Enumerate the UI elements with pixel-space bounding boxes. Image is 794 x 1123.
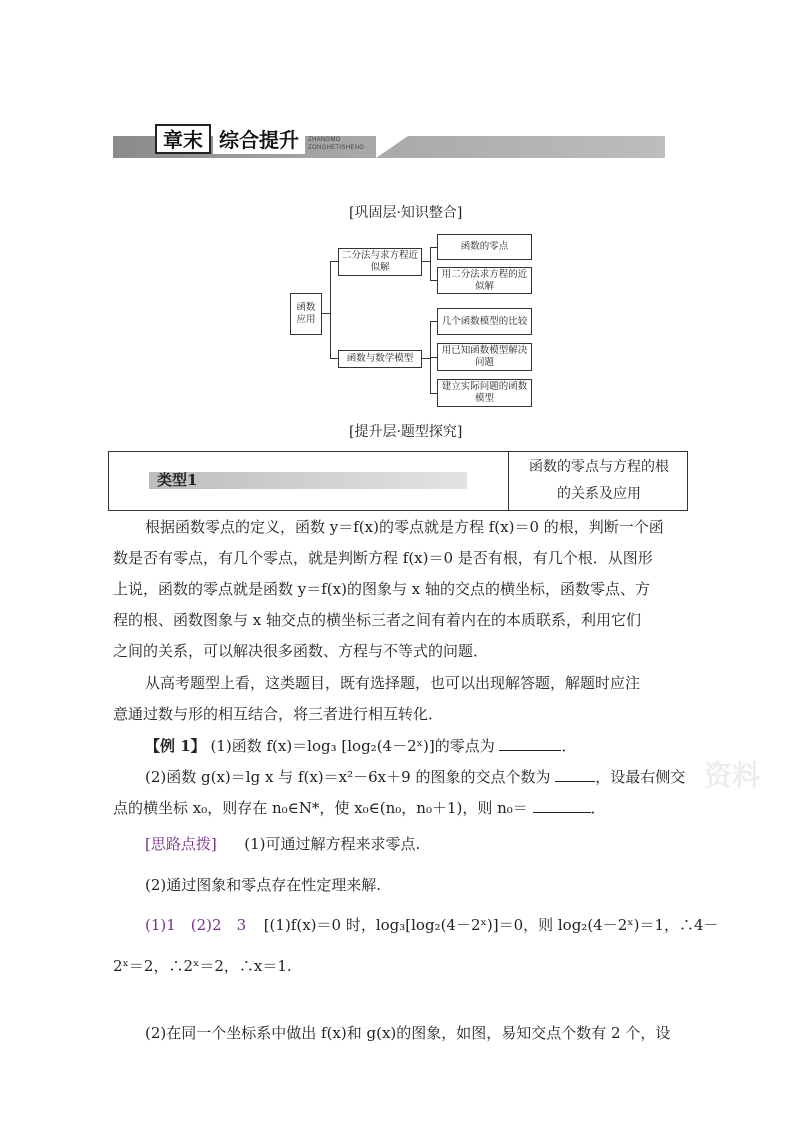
type-title xyxy=(513,454,685,508)
paragraph-1-line-3: 上说，函数的零点就是函数 y＝f(x)的图象与 x 轴的交点的横坐标，函数零点、方 xyxy=(113,580,650,598)
answer-blank xyxy=(533,798,591,813)
hint-line-1 xyxy=(145,833,420,854)
example-question-2 xyxy=(145,766,685,787)
type-header-table xyxy=(108,451,688,511)
answer-line-2: 2ˣ＝2，∴2ˣ＝2，∴x＝1. xyxy=(113,957,292,975)
paragraph-1-line-2: 数是否有零点，有几个零点，就是判断方程 f(x)＝0 是否有根，有几个根．从图形 xyxy=(113,549,653,567)
example-q2c: 点的横坐标 x₀，则存在 n₀∈N*，使 x₀∈(n₀，n₀＋1)，则 n₀＝ xyxy=(113,799,528,817)
mindmap-branch-bisection: 二分法与求方程近似解 xyxy=(338,248,422,276)
connector xyxy=(422,261,430,262)
table-divider xyxy=(508,452,509,510)
mindmap-child-compare: 几个函数模型的比较 xyxy=(437,308,532,335)
answer-values: (1)1 (2)2 3 xyxy=(145,916,247,934)
connector xyxy=(430,247,437,248)
example-question-1 xyxy=(145,735,577,756)
connector xyxy=(430,393,437,394)
mindmap-child-zero: 函数的零点 xyxy=(437,234,532,260)
banner-subtitle-2: ZONGHETISHENG xyxy=(308,145,365,151)
connector xyxy=(430,321,437,322)
example-q2b: ，设最右侧交 xyxy=(595,768,686,786)
hint-text-1: (1)可通过解方程来求零点. xyxy=(244,835,421,853)
paragraph-1-line-1: 根据函数零点的定义，函数 y＝f(x)的零点就是方程 f(x)＝0 的根，判断一个函 xyxy=(145,518,664,536)
mindmap xyxy=(0,0,794,420)
section-title-consolidation: [巩固层·知识整合] xyxy=(349,205,463,221)
mindmap-branch-model: 函数与数学模型 xyxy=(338,350,422,368)
paragraph-2-line-1: 从高考题型上看，这类题目，既有选择题，也可以出现解答题，解题时应注 xyxy=(145,674,641,692)
example-q2-end: ． xyxy=(590,799,606,817)
example-tag: 【例 1】 xyxy=(145,737,206,755)
section-title-improvement: [提升层·题型探究] xyxy=(349,424,463,440)
banner-title-a: 章末 xyxy=(155,124,211,154)
answer-line-1 xyxy=(145,914,719,935)
answer-blank xyxy=(499,736,561,751)
answer-blank xyxy=(555,767,595,782)
connector xyxy=(430,280,437,281)
example-q1: (1)函数 f(x)＝log₃ [log₂(4－2ˣ)]的零点为 xyxy=(210,737,495,755)
type-title-line2: 的关系及应用 xyxy=(557,486,641,502)
mindmap-root: 函数应用 xyxy=(290,293,322,335)
example-q2a: (2)函数 g(x)＝lg x 与 f(x)＝x²－6x＋9 的图象的交点个数为 xyxy=(145,768,551,786)
answer-text-1: [(1)f(x)＝0 时，log₃[log₂(4－2ˣ)]＝0，则 log₂(4－2ˣ)＝1，∴4－ xyxy=(263,916,719,934)
paragraph-2-line-2: 意通过数与形的相互结合，将三者进行相互转化． xyxy=(113,705,444,723)
connector xyxy=(330,261,331,359)
watermark: 资料 xyxy=(704,759,761,792)
type-label: 类型1 xyxy=(157,471,198,489)
mindmap-child-known: 用已知函数模型解决问题 xyxy=(437,343,532,371)
connector xyxy=(430,247,431,280)
example-question-2-cont xyxy=(113,797,606,818)
connector xyxy=(430,357,437,358)
example-q1-end: ． xyxy=(561,737,577,755)
banner-subtitle-1: ZHANGMO xyxy=(308,137,341,143)
mindmap-child-build: 建立实际问题的函数模型 xyxy=(437,379,532,407)
hint-tag: [思路点拨] xyxy=(145,835,217,853)
answer-line-3: (2)在同一个坐标系中做出 f(x)和 g(x)的图象，如图，易知交点个数有 2 个，设 xyxy=(145,1024,671,1042)
connector xyxy=(330,358,338,359)
paragraph-1-line-5: 之间的关系，可以解决很多函数、方程与不等式的问题． xyxy=(113,642,489,660)
type-title-line1: 函数的零点与方程的根 xyxy=(529,459,669,475)
hint-line-2: (2)通过图象和零点存在性定理来解. xyxy=(145,876,382,894)
connector xyxy=(330,261,338,262)
mindmap-child-bisection: 用二分法求方程的近似解 xyxy=(437,267,532,294)
connector xyxy=(322,313,330,314)
connector xyxy=(422,358,430,359)
banner-title-b: 综合提升 xyxy=(213,124,305,154)
paragraph-1-line-4: 程的根、函数图象与 x 轴交点的横坐标三者之间有着内在的本质联系，利用它们 xyxy=(113,611,641,629)
